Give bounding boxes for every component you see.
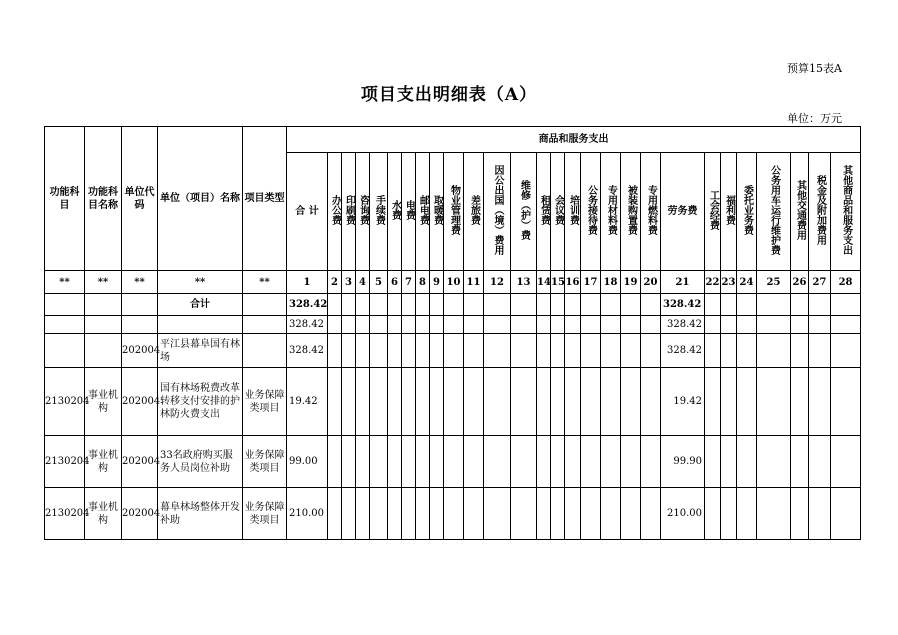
cell-labor: 328.42 (661, 294, 705, 316)
empty-cell (342, 368, 356, 436)
empty-cell (484, 488, 511, 540)
empty-cell (511, 368, 537, 436)
form-number: 预算15表A (787, 62, 842, 75)
empty-cell (511, 488, 537, 540)
empty-cell (464, 334, 484, 368)
empty-cell (430, 334, 444, 368)
empty-cell (641, 368, 661, 436)
empty-cell (388, 488, 402, 540)
column-header-13: 维修（护）费 (511, 153, 537, 271)
empty-cell (511, 436, 537, 488)
empty-cell (430, 436, 444, 488)
column-header-21: 劳务费 (661, 153, 705, 271)
empty-cell (464, 316, 484, 334)
column-header-27: 税金及附加费用 (809, 153, 831, 271)
unit-label: 单位：万元 (787, 112, 842, 125)
empty-cell (791, 436, 809, 488)
empty-cell (809, 436, 831, 488)
column-header-17: 公务接待费 (581, 153, 601, 271)
cell-func-code (45, 294, 85, 316)
empty-cell (511, 294, 537, 316)
cell-total: 328.42 (287, 316, 328, 334)
cell-type (243, 334, 287, 368)
cell-unit-code (122, 294, 158, 316)
column-header-18: 专用材料费 (601, 153, 621, 271)
empty-cell (328, 294, 342, 316)
empty-cell (416, 316, 430, 334)
empty-cell (621, 488, 641, 540)
empty-cell (342, 294, 356, 316)
empty-cell (444, 368, 464, 436)
header-unit-code: 单位代码 (122, 127, 158, 271)
column-header-8: 邮电费 (416, 153, 430, 271)
cell-func-name: 事业机构 (85, 368, 122, 436)
empty-cell (601, 294, 621, 316)
header-func-subject: 功能科目 (45, 127, 85, 271)
empty-cell (641, 316, 661, 334)
column-header-25: 公务用车运行维护费 (757, 153, 791, 271)
empty-cell (444, 294, 464, 316)
empty-cell (757, 316, 791, 334)
column-header-3: 印刷费 (342, 153, 356, 271)
cell-name: 平江县幕阜国有林场 (158, 334, 243, 368)
empty-cell (551, 316, 565, 334)
index-cell: 23 (721, 271, 737, 294)
cell-type (243, 316, 287, 334)
index-cell: ** (158, 271, 243, 294)
empty-cell (791, 294, 809, 316)
empty-cell (621, 436, 641, 488)
column-header-9: 取暖费 (430, 153, 444, 271)
cell-func-name (85, 316, 122, 334)
cell-func-name (85, 294, 122, 316)
column-header-26: 其他交通费用 (791, 153, 809, 271)
table-row (45, 316, 861, 334)
cell-type (243, 294, 287, 316)
table-row (45, 436, 861, 488)
table-row (45, 488, 861, 540)
index-cell: 16 (565, 271, 581, 294)
empty-cell (737, 316, 757, 334)
index-cell: 15 (551, 271, 565, 294)
empty-cell (721, 436, 737, 488)
empty-cell (551, 436, 565, 488)
empty-cell (565, 436, 581, 488)
project-expenditure-table (44, 126, 861, 540)
column-header-1: 合 计 (287, 153, 328, 271)
empty-cell (388, 334, 402, 368)
index-cell: 20 (641, 271, 661, 294)
cell-total: 210.00 (287, 488, 328, 540)
empty-cell (444, 436, 464, 488)
column-header-4: 咨询费 (356, 153, 370, 271)
empty-cell (551, 294, 565, 316)
empty-cell (388, 368, 402, 436)
empty-cell (705, 334, 721, 368)
index-cell: 14 (537, 271, 551, 294)
cell-unit-code: 202004 (122, 436, 158, 488)
cell-func-code: 2130204 (45, 436, 85, 488)
index-cell: 28 (831, 271, 861, 294)
empty-cell (484, 368, 511, 436)
index-cell: 19 (621, 271, 641, 294)
cell-func-code: 2130204 (45, 488, 85, 540)
cell-func-name: 事业机构 (85, 436, 122, 488)
empty-cell (721, 316, 737, 334)
index-cell: 4 (356, 271, 370, 294)
empty-cell (621, 368, 641, 436)
empty-cell (551, 488, 565, 540)
empty-cell (601, 368, 621, 436)
empty-cell (484, 316, 511, 334)
empty-cell (641, 334, 661, 368)
column-header-22: 工会经费 (705, 153, 721, 271)
empty-cell (757, 368, 791, 436)
empty-cell (430, 368, 444, 436)
empty-cell (809, 368, 831, 436)
index-cell: 17 (581, 271, 601, 294)
empty-cell (444, 316, 464, 334)
empty-cell (464, 294, 484, 316)
empty-cell (370, 368, 388, 436)
empty-cell (791, 368, 809, 436)
empty-cell (370, 436, 388, 488)
column-header-11: 差旅费 (464, 153, 484, 271)
cell-total: 328.42 (287, 294, 328, 316)
empty-cell (416, 436, 430, 488)
empty-cell (757, 294, 791, 316)
empty-cell (705, 436, 721, 488)
empty-cell (402, 436, 416, 488)
empty-cell (809, 488, 831, 540)
empty-cell (757, 436, 791, 488)
empty-cell (370, 488, 388, 540)
cell-func-code: 2130204 (45, 368, 85, 436)
column-header-16: 培训费 (565, 153, 581, 271)
column-header-12: 因公出国（境）费用 (484, 153, 511, 271)
empty-cell (621, 316, 641, 334)
empty-cell (581, 334, 601, 368)
empty-cell (370, 316, 388, 334)
index-cell: 27 (809, 271, 831, 294)
index-cell: ** (122, 271, 158, 294)
empty-cell (737, 368, 757, 436)
empty-cell (342, 316, 356, 334)
index-cell: 24 (737, 271, 757, 294)
empty-cell (641, 294, 661, 316)
empty-cell (356, 316, 370, 334)
index-cell: 2 (328, 271, 342, 294)
empty-cell (809, 334, 831, 368)
cell-labor: 19.42 (661, 368, 705, 436)
empty-cell (537, 334, 551, 368)
table-row (45, 294, 861, 316)
empty-cell (484, 334, 511, 368)
empty-cell (444, 334, 464, 368)
cell-type: 业务保障类项目 (243, 368, 287, 436)
cell-name (158, 316, 243, 334)
empty-cell (328, 436, 342, 488)
index-cell: 26 (791, 271, 809, 294)
empty-cell (402, 368, 416, 436)
empty-cell (328, 368, 342, 436)
empty-cell (757, 334, 791, 368)
empty-cell (737, 488, 757, 540)
index-cell: 9 (430, 271, 444, 294)
index-cell: 25 (757, 271, 791, 294)
cell-total: 19.42 (287, 368, 328, 436)
empty-cell (737, 436, 757, 488)
column-header-24: 委托业务费 (737, 153, 757, 271)
empty-cell (641, 436, 661, 488)
empty-cell (328, 334, 342, 368)
empty-cell (831, 316, 861, 334)
empty-cell (356, 436, 370, 488)
empty-cell (737, 334, 757, 368)
cell-func-name (85, 334, 122, 368)
index-cell: 8 (416, 271, 430, 294)
empty-cell (565, 316, 581, 334)
empty-cell (621, 334, 641, 368)
empty-cell (705, 294, 721, 316)
header-project-type: 项目类型 (243, 127, 287, 271)
index-cell: ** (45, 271, 85, 294)
table-row (45, 368, 861, 436)
empty-cell (705, 488, 721, 540)
empty-cell (809, 294, 831, 316)
empty-cell (705, 316, 721, 334)
index-cell: 10 (444, 271, 464, 294)
empty-cell (328, 316, 342, 334)
empty-cell (757, 488, 791, 540)
empty-cell (388, 316, 402, 334)
empty-cell (581, 316, 601, 334)
empty-cell (831, 488, 861, 540)
empty-cell (464, 436, 484, 488)
empty-cell (484, 436, 511, 488)
empty-cell (601, 316, 621, 334)
cell-name: 合计 (158, 294, 243, 316)
column-header-19: 被装购置费 (621, 153, 641, 271)
empty-cell (551, 334, 565, 368)
column-header-23: 福利费 (721, 153, 737, 271)
column-header-2: 办公费 (328, 153, 342, 271)
index-cell: 11 (464, 271, 484, 294)
table-row (45, 334, 861, 368)
empty-cell (601, 334, 621, 368)
empty-cell (416, 294, 430, 316)
index-cell: 13 (511, 271, 537, 294)
empty-cell (402, 334, 416, 368)
cell-unit-code (122, 316, 158, 334)
empty-cell (831, 294, 861, 316)
empty-cell (721, 294, 737, 316)
empty-cell (430, 294, 444, 316)
header-group: 商品和服务支出 (287, 127, 861, 153)
empty-cell (356, 294, 370, 316)
column-header-15: 会议费 (551, 153, 565, 271)
empty-cell (328, 488, 342, 540)
empty-cell (484, 294, 511, 316)
cell-unit-code: 202004 (122, 368, 158, 436)
empty-cell (342, 334, 356, 368)
index-cell: 7 (402, 271, 416, 294)
empty-cell (388, 294, 402, 316)
empty-cell (402, 316, 416, 334)
empty-cell (737, 294, 757, 316)
cell-type: 业务保障类项目 (243, 488, 287, 540)
index-cell: 5 (370, 271, 388, 294)
empty-cell (565, 334, 581, 368)
empty-cell (831, 368, 861, 436)
empty-cell (388, 436, 402, 488)
empty-cell (511, 334, 537, 368)
cell-labor: 99.90 (661, 436, 705, 488)
cell-type: 业务保障类项目 (243, 436, 287, 488)
index-cell: 18 (601, 271, 621, 294)
empty-cell (721, 488, 737, 540)
empty-cell (370, 294, 388, 316)
empty-cell (551, 368, 565, 436)
index-cell: 21 (661, 271, 705, 294)
index-cell: 1 (287, 271, 328, 294)
empty-cell (342, 436, 356, 488)
empty-cell (356, 488, 370, 540)
empty-cell (721, 368, 737, 436)
empty-cell (581, 488, 601, 540)
empty-cell (370, 334, 388, 368)
empty-cell (430, 488, 444, 540)
empty-cell (581, 368, 601, 436)
empty-cell (565, 488, 581, 540)
column-header-5: 手续费 (370, 153, 388, 271)
empty-cell (356, 334, 370, 368)
empty-cell (621, 294, 641, 316)
empty-cell (791, 488, 809, 540)
cell-labor: 328.42 (661, 316, 705, 334)
column-header-6: 水费 (388, 153, 402, 271)
empty-cell (537, 316, 551, 334)
empty-cell (565, 368, 581, 436)
empty-cell (831, 334, 861, 368)
cell-name: 33名政府购买服务人员岗位补助 (158, 436, 243, 488)
empty-cell (402, 488, 416, 540)
index-cell: 3 (342, 271, 356, 294)
empty-cell (565, 294, 581, 316)
empty-cell (464, 488, 484, 540)
empty-cell (430, 316, 444, 334)
column-header-14: 租赁费 (537, 153, 551, 271)
index-cell: 22 (705, 271, 721, 294)
empty-cell (791, 334, 809, 368)
empty-cell (416, 334, 430, 368)
empty-cell (537, 488, 551, 540)
empty-cell (581, 436, 601, 488)
cell-total: 99.00 (287, 436, 328, 488)
column-header-7: 电费 (402, 153, 416, 271)
header-unit-project-name: 单位（项目）名称 (158, 127, 243, 271)
empty-cell (444, 488, 464, 540)
cell-name: 幕阜林场整体开发补助 (158, 488, 243, 540)
index-cell: 12 (484, 271, 511, 294)
column-header-28: 其他商品和服务支出 (831, 153, 861, 271)
cell-func-code (45, 316, 85, 334)
cell-func-code (45, 334, 85, 368)
empty-cell (416, 488, 430, 540)
cell-unit-code: 202004 (122, 488, 158, 540)
page-title: 项目支出明细表（A） (360, 85, 538, 105)
empty-cell (705, 368, 721, 436)
empty-cell (342, 488, 356, 540)
index-cell: ** (85, 271, 122, 294)
empty-cell (416, 368, 430, 436)
empty-cell (537, 294, 551, 316)
empty-cell (601, 436, 621, 488)
empty-cell (537, 368, 551, 436)
empty-cell (581, 294, 601, 316)
cell-labor: 328.42 (661, 334, 705, 368)
column-header-10: 物业管理费 (444, 153, 464, 271)
empty-cell (831, 436, 861, 488)
empty-cell (356, 368, 370, 436)
cell-name: 国有林场税费改革转移支付安排的护林防火费支出 (158, 368, 243, 436)
index-cell: ** (243, 271, 287, 294)
empty-cell (511, 316, 537, 334)
empty-cell (601, 488, 621, 540)
empty-cell (464, 368, 484, 436)
cell-total: 328.42 (287, 334, 328, 368)
empty-cell (537, 436, 551, 488)
column-header-20: 专用燃料费 (641, 153, 661, 271)
empty-cell (641, 488, 661, 540)
empty-cell (791, 316, 809, 334)
empty-cell (809, 316, 831, 334)
header-func-subject-name: 功能科目名称 (85, 127, 122, 271)
empty-cell (721, 334, 737, 368)
empty-cell (402, 294, 416, 316)
index-cell: 6 (388, 271, 402, 294)
cell-unit-code: 202004 (122, 334, 158, 368)
cell-func-name: 事业机构 (85, 488, 122, 540)
cell-labor: 210.00 (661, 488, 705, 540)
